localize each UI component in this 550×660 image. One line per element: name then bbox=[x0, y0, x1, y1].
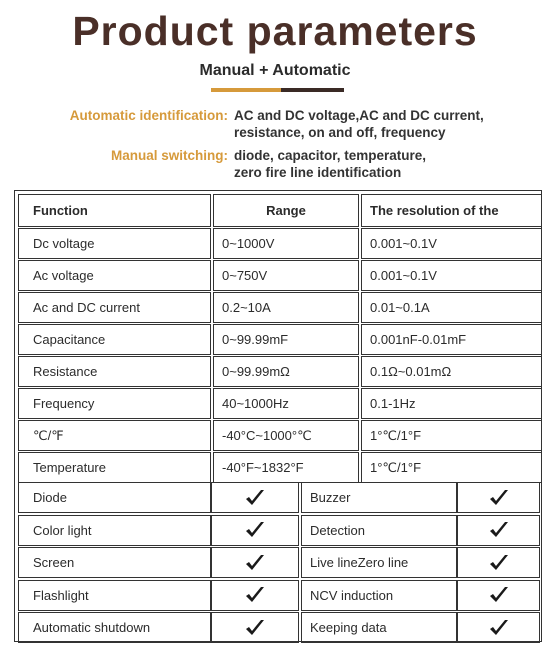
table-row-3-range: 0~99.99mF bbox=[213, 324, 359, 355]
header-resolution: The resolution of the bbox=[361, 194, 542, 227]
table-row-2-resolution: 0.01~0.1A bbox=[361, 292, 542, 323]
parameter-table bbox=[18, 194, 540, 484]
table-row-6-range: -40°C~1000°℃ bbox=[213, 420, 359, 451]
checklist-row-3-right: NCV induction bbox=[301, 580, 457, 611]
table-row-5-resolution: 0.1-1Hz bbox=[361, 388, 542, 419]
table-row-7-resolution: 1°℃/1°F bbox=[361, 452, 542, 483]
check-icon bbox=[211, 547, 299, 578]
feature-checklist bbox=[18, 482, 540, 645]
checklist-row-4-left: Automatic shutdown bbox=[18, 612, 211, 643]
table-row-5-function: Frequency bbox=[18, 388, 211, 419]
header-function: Function bbox=[18, 194, 211, 227]
table-row-5-range: 40~1000Hz bbox=[213, 388, 359, 419]
feature-manual-line-2: zero fire line identification bbox=[234, 165, 402, 180]
table-row-3-function: Capacitance bbox=[18, 324, 211, 355]
table-row-4-function: Resistance bbox=[18, 356, 211, 387]
feature-automatic-line-1: AC and DC voltage,AC and DC current, bbox=[234, 108, 484, 123]
check-icon bbox=[457, 482, 540, 513]
table-row-2-function: Ac and DC current bbox=[18, 292, 211, 323]
table-row-6-resolution: 1°℃/1°F bbox=[361, 420, 542, 451]
checklist-row-0-right: Buzzer bbox=[301, 482, 457, 513]
feature-manual-label: Manual switching: bbox=[110, 148, 228, 163]
feature-automatic-label: Automatic identification: bbox=[69, 108, 228, 123]
checklist-row-0-left: Diode bbox=[18, 482, 211, 513]
table-row-2-range: 0.2~10A bbox=[213, 292, 359, 323]
table-row-6-function: ℃/℉ bbox=[18, 420, 211, 451]
feature-automatic-line-2: resistance, on and off, frequency bbox=[234, 125, 446, 140]
checklist-row-2-right: Live lineZero line bbox=[301, 547, 457, 578]
check-icon bbox=[211, 612, 299, 643]
accent-bar-right bbox=[281, 88, 344, 92]
table-row-7-function: Temperature bbox=[18, 452, 211, 483]
table-row-0-range: 0~1000V bbox=[213, 228, 359, 259]
table-row-0-resolution: 0.001~0.1V bbox=[361, 228, 542, 259]
checklist-row-1-left: Color light bbox=[18, 515, 211, 546]
accent-bar-left bbox=[211, 88, 281, 92]
checklist-row-2-left: Screen bbox=[18, 547, 211, 578]
check-icon bbox=[211, 482, 299, 513]
check-icon bbox=[211, 580, 299, 611]
page-title: Product parameters bbox=[72, 8, 478, 54]
checklist-row-3-left: Flashlight bbox=[18, 580, 211, 611]
checklist-row-4-right: Keeping data bbox=[301, 612, 457, 643]
table-row-3-resolution: 0.001nF-0.01mF bbox=[361, 324, 542, 355]
check-icon bbox=[457, 515, 540, 546]
table-row-4-range: 0~99.99mΩ bbox=[213, 356, 359, 387]
check-icon bbox=[457, 547, 540, 578]
check-icon bbox=[457, 612, 540, 643]
feature-manual-line-1: diode, capacitor, temperature, bbox=[234, 148, 427, 163]
table-row-1-function: Ac voltage bbox=[18, 260, 211, 291]
header-range: Range bbox=[213, 194, 359, 227]
table-row-0-function: Dc voltage bbox=[18, 228, 211, 259]
check-icon bbox=[211, 515, 299, 546]
table-row-1-resolution: 0.001~0.1V bbox=[361, 260, 542, 291]
page-subtitle: Manual + Automatic bbox=[199, 62, 351, 79]
table-row-4-resolution: 0.1Ω~0.01mΩ bbox=[361, 356, 542, 387]
table-row-1-range: 0~750V bbox=[213, 260, 359, 291]
checklist-row-1-right: Detection bbox=[301, 515, 457, 546]
check-icon bbox=[457, 580, 540, 611]
table-row-7-range: -40°F~1832°F bbox=[213, 452, 359, 483]
